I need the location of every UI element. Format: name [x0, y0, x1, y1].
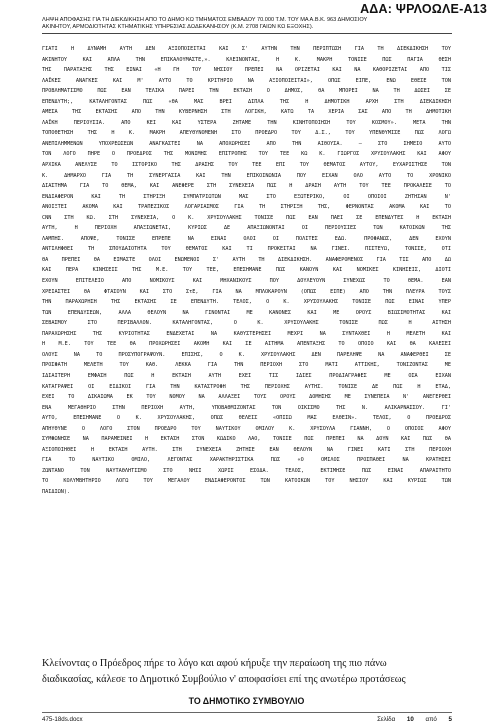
- footer-pagination: [367, 716, 452, 723]
- of-label: από: [425, 716, 437, 723]
- document-header: [42, 17, 452, 34]
- body-line: Η Μ.Ε. ΤΟΥ ΤΕΕ ΘΑ ΠΡΟΧΩΡΗΣΕΙ ΑΚΟΜΗ ΚΑΙ ΣΕ ΑΙΤΗΜΑ ΑΠΕΝΤΑΞΗΣ ΤΟ ΟΠΟΙΟ ΚΑΙ ΘΑ ΚΑΛΕΣΕΙ: [42, 341, 451, 348]
- body-line: ΓΙΑΤΙ Η ΔΥΝΑΜΗ ΑΥΤΗ ΔΕΝ ΑΞΙΟΠΟΙΕΙΤΑΙ ΚΑΙ Σ' ΑΥΤΗΝ ΤΗΝ ΠΕΡΙΠΤΩΣΗ ΓΙΑ ΤΗ ΔΙΕΚΔΙΚΗΣΗ ΤΟΥ: [42, 46, 451, 52]
- body-line: CNN ΣΤΗ ΚΩ. ΣΤΗ ΣΥΝΕΧΕΙΑ, Ο Κ. ΧΡΥΣΟΥΛΑΚΗΣ ΤΟΝΙΣΕ ΠΩΣ ΕΑΝ ΠΑΕΙ ΣΕ ΕΠΕΝΔΥΤΕΣ Η ΕΚΤΑΣΗ: [42, 214, 451, 221]
- footer-filename: 475-18ds.docx: [42, 716, 83, 723]
- body-line: ΕΝΑ ΜΕΓΑΘΗΡΙΟ ΣΤΗΝ ΠΕΡΙΟΧΗ ΑΥΤΗ, ΥΠΟΒΑΘΜΙΖΟΝΤΑΣ ΤΟΝ ΟΙΚΙΣΜΟ ΤΗΣ Ν. ΑΛΙΚΑΡΝΑΣΣΟΥ. ΓΙ': [42, 404, 451, 411]
- body-line: Κ. ΔΗΜΑΡΧΟ ΓΙΑ ΤΗ ΣΥΝΕΡΓΑΣΙΑ ΚΑΙ ΤΗΝ ΕΠΙΚΟΙΝΩΝΙΑ ΠΟΥ ΕΙΧΑΝ ΟΛΟ ΑΥΤΟ ΤΟ ΧΡΟΝΙΚΟ: [42, 172, 451, 179]
- body-line: ΠΑΙΔΙΩΝ).: [42, 488, 71, 495]
- body-line: ΠΑΡΑΧΩΡΗΣΗΣ ΤΗΣ ΚΥΡΙΟΤΗΤΑΣ ΕΝΔΕΧΕΤΑΙ ΝΑ ΚΑΘΥΣΤΕΡΗΣΕΙ ΜΕΧΡΙ ΝΑ ΣΥΝΤΑΧΘΕΙ Η ΜΕΛΕΤΗ ΚΑΙ: [42, 330, 451, 337]
- page-footer: [42, 712, 452, 725]
- body-line: ΕΧΕΙ ΤΟ ΔΙΚΑΙΩΜΑ ΕΚ ΤΟΥ ΝΟΜΟΥ ΝΑ ΑΛΛΑΞΕΙ ΤΟΥΣ ΟΡΟΥΣ ΔΟΜΗΣΗΣ ΜΕ ΣΥΝΕΠΕΙΑ Ν' ΑΝΕΓΕΡΘΕΙ: [42, 394, 451, 401]
- body-line: ΠΡΟΣΦΑΤΗ ΜΕΛΕΤΗ ΤΟΥ ΚΑΘ. ΛΕΚΚΑ ΓΙΑ ΤΗΝ ΠΕΡΙΟΧΗ ΣΤΟ ΜΑΤΙ ΑΤΤΙΚΗΣ, ΤΟΝΙΖΟΝΤΑΣ ΜΕ: [42, 362, 451, 369]
- body-line: ΛΑΜΠΗΣ. ΑΠΟΨΕ, ΤΟΝΙΣΕ ΕΠΡΕΠΕ ΝΑ ΕΙΝΑΙ ΟΛΟΙ ΟΙ ΠΟΛΙΤΕΣ ΕΔΩ. ΠΡΟΦΑΝΩΣ, ΔΕΝ ΕΧΟΥΝ: [42, 235, 451, 242]
- body-line: ΘΑ ΠΡΕΠΕΙ ΘΑ ΕΙΜΑΣΤΕ ΟΛΟΙ ΕΝΩΜΕΝΟΙ Σ' ΑΥΤΗ ΤΗ ΔΙΕΚΔΙΚΗΣΗ. ΑΝΑΦΕΡΟΜΕΝΟΣ ΓΙΑ ΤΙΣ ΑΠΟ ΔΩ: [42, 256, 451, 263]
- body-line: ΚΑΤΑΓΡΑΨΕΙ ΟΙ ΕΙΔΙΚΟΙ ΓΙΑ ΤΗΝ ΚΑΤΑΣΤΡΟΦΗ ΤΗΣ ΠΕΡΙΟΧΗΣ ΑΥΤΗΣ. ΤΟΝΙΣΕ ΔΕ ΠΩΣ Η ΕΤΑΔ,: [42, 383, 451, 390]
- header-line: ΑΚΙΝΗΤΟΥ, ΑΡΜΟΔΙΟΤΗΤΑΣ ΚΤΗΜΑΤΙΚΗΣ ΥΠΗΡΕΣΙΑΣ ΔΩΔΕΚΑΝΗΣΟΥ (Κ.Μ. 2708 ΓΑΙΩΝ ΚΩ ΕΞΟΧΗΣ).: [42, 24, 314, 31]
- body-line: ΓΙΑ ΤΟ ΝΑΥΤΙΚΟ ΟΜΙΛΟ, ΛΕΓΟΝΤΑΣ ΧΑΡΑΚΤΗΡΙΣΤΙΚΑ ΠΩΣ «Ο ΟΜΙΛΟΣ ΠΡΟΣΠΑΘΕΙ ΝΑ ΚΡΑΤΗΣΕΙ: [42, 457, 451, 464]
- minutes-body: [42, 44, 451, 498]
- body-line: ΑΥΤΟ, ΕΠΕΣΗΜΑΝΕ Ο Κ. ΧΡΥΣΟΥΛΑΚΗΣ, ΟΠΩΣ ΘΕΛΕΙΣ «ΟΠΙΣΩ ΜΑΣ ΕΛΘΕΙΝ». ΤΕΛΟΣ, Ο ΠΡΟΕΔΡΟΣ: [42, 415, 451, 422]
- body-line: ΑΥΤΗ, Η ΠΕΡΙΟΧΗ ΑΠΑΞΙΩΝΕΤΑΙ, ΚΥΡΙΩΣ ΔΕ ΑΠΑΞΙΩΝΟΝΤΑΙ ΟΙ ΠΕΡΙΟΥΣΙΕΣ ΤΩΝ ΚΑΤΟΙΚΩΝ ΤΗΣ: [42, 225, 451, 232]
- body-line: ΤΩΝ ΕΠΕΝΔΥΣΕΩΝ, ΑΛΛΑ ΘΕΛΟΥΝ ΝΑ ΓΙΝΟΝΤΑΙ ΜΕ ΚΑΝΟΝΕΣ ΚΑΙ ΜΕ ΟΡΟΥΣ ΒΙΩΣΙΜΟΤΗΤΑΣ ΚΑΙ: [42, 309, 451, 316]
- body-line: ΠΡΟΒΛΗΜΑΤΙΣΜΟ ΠΩΣ ΕΑΝ ΤΕΛΙΚΑ ΠΑΡΕΙ ΤΗΝ ΕΚΤΑΣΗ Ο ΔΗΜΟΣ, ΘΑ ΜΠΟΡΕΙ ΝΑ ΤΗ ΔΩΣΕΙ ΣΕ: [42, 88, 451, 95]
- section-title: ΤΟ ΔΗΜΟΤΙΚΟ ΣΥΜΒΟΥΛΙΟ: [188, 696, 305, 706]
- body-line: ΛΑΪΚΗ ΠΕΡΙΟΥΣΙΑ. ΑΠΟ ΚΕΙ ΚΑΙ ΥΣΤΕΡΑ ΖΗΤΑΜΕ ΤΗΝ ΚΙΝΗΤΟΠΟΙΗΣΗ ΤΟΥ ΚΟΣΜΟΥ». ΜΕΤΑ ΤΗΝ: [42, 119, 451, 126]
- body-line: ΑΚΙΝΗΤΟΥ ΚΑΙ ΑΠΛΑ ΤΗΝ ΕΠΙΚΑΛΟΥΜΑΣΤΕ,». ΚΛΕΙΝΟΝΤΑΣ, Η Κ. ΜΑΚΡΗ ΤΟΝΙΣΕ ΠΩΣ ΠΑΓΙΑ ΘΕΣΗ: [42, 56, 451, 63]
- body-line: ΧΡΕΙΑΣΤΕΙ ΘΑ ΦΤΑΣΟΥΝ ΚΑΙ ΣΤΟ ΣτΕ, ΓΙΑ ΝΑ ΜΠΛΟΚΑΡΟΥΝ (ΟΠΩΣ ΕΙΠΕ) ΑΠΟ ΤΗΝ ΠΛΕΥΡΑ ΤΟΥΣ: [42, 288, 451, 295]
- body-line: ΖΩΝΤΑΝΟ ΤΟΝ ΝΑΥΤΑΘΛΗΤΙΣΜΟ ΣΤΟ ΝΗΣΙ ΧΩΡΙΣ ΕΣΟΔΑ. ΤΕΛΟΣ, ΕΚΤΙΜΗΣΕ ΠΩΣ ΕΙΝΑΙ ΑΠΑΡΑΙΤΗΤΟ: [42, 467, 451, 474]
- total-pages: 5: [448, 716, 452, 723]
- body-line: ΑΝΤΙΛΗΦΘΕΙ ΤΗ ΣΠΟΥΔΑΙΟΤΗΤΑ ΤΟΥ ΘΕΜΑΤΟΣ ΚΑΙ ΤΙ ΠΡΟΚΕΙΤΑΙ ΝΑ ΓΙΝΕΙ. ΠΙΣΤΕΥΩ, ΤΟΝΙΣΕ, ΟΤΙ: [42, 246, 451, 253]
- body-line: ΑΞΙΟΠΟΙΗΘΕΙ Η ΕΚΤΑΣΗ ΑΥΤΗ. ΣΤΗ ΣΥΝΕΧΕΙΑ ΖΗΤΗΣΕ ΕΑΝ ΘΕΛΟΥΝ ΝΑ ΓΙΝΕΙ ΚΑΤΙ ΣΤΗ ΠΕΡΙΟΧΗ: [42, 446, 451, 453]
- body-line: ΕΧΟΥΝ ΕΠΙΤΕΛΕΙΟ ΑΠΟ ΝΟΜΙΚΟΥΣ ΚΑΙ ΜΗΧΑΝΙΚΟΥΣ ΠΟΥ ΔΟΥΛΕΥΟΥΝ ΣΥΝΕΧΩΣ ΤΟ ΘΕΜΑ. ΕΑΝ: [42, 278, 451, 285]
- body-line: ΑΡΧΙΚΑ ΑΝΕΛΥΣΕ ΤΟ ΙΣΤΟΡΙΚΟ ΤΗΣ ΔΡΑΣΗΣ ΤΟΥ ΤΕΕ ΕΠΙ ΤΟΥ ΘΕΜΑΤΟΣ ΑΥΤΟΥ, ΕΥΧΑΡΙΣΤΗΣΕ ΤΟΝ: [42, 162, 451, 169]
- body-line: ΛΑΪΚΕΣ ΑΝΑΓΚΕΣ ΚΑΙ Μ' ΑΥΤΟ ΤΟ ΚΡΙΤΗΡΙΟ ΝΑ ΑΞΙΟΠΟΙΕΙΤΑΙ», ΟΠΩΣ ΕΙΠΕ, ΕΝΩ ΕΘΕΣΕ ΤΟΝ: [42, 77, 451, 84]
- body-line: ΤΟΠΟΘΕΤΗΣΗ ΤΗΣ Η Κ. ΜΑΚΡΗ ΑΠΕΥΘΥΝΟΜΕΝΗ ΣΤΟ ΠΡΟΕΔΡΟ ΤΟΥ Δ.Σ., ΤΟΥ ΥΠΕΝΘΥΜΙΣΕ ΠΩΣ ΛΟΓΩ: [42, 130, 451, 137]
- body-line: ΣΕΒΑΣΜΟΥ ΣΤΟ ΠΕΡΙΒΑΛΛΟΝ. ΚΑΤΑΛΗΓΟΝΤΑΣ, Ο Κ. ΧΡΥΣΟΥΛΑΚΗΣ ΤΟΝΙΣΕ ΠΩΣ Η ΑΙΤΗΣΗ: [42, 320, 451, 327]
- body-line: ΑΝΟΙΞΤΕΙ ΑΚΟΜΑ ΚΑΙ ΤΡΑΠΕΖΙΚΟΣ ΛΟΓΑΡΙΑΣΜΟΣ ΓΙΑ ΤΗ ΣΤΗΡΙΞΗ ΤΗΣ, ΦΕΡΝΟΝΤΑΣ ΑΚΟΜΑ ΚΑΙ ΤΟ: [42, 204, 451, 211]
- body-line: ΙΔΙΑΙΤΕΡΗ ΕΜΦΑΣΗ ΠΩΣ Η ΕΚΤΑΣΗ ΑΥΤΗ ΕΧΕΙ ΤΙΣ ΙΔΙΕΣ ΠΡΟΔΙΑΓΡΑΦΕΣ ΜΕ ΟΣΑ ΕΙΧΑΝ: [42, 372, 451, 379]
- body-line: ΑΝΕΠΙΛΗΜΜΕΝΩΝ ΥΠΟΧΡΕΩΣΕΩΝ ΑΝΑΓΚΑΣΤΕΙ ΝΑ ΑΠΟΧΩΡΗΣΕΙ ΑΠΟ ΤΗΝ ΑΙΘΟΥΣΑ. – ΣΤΟ ΣΗΜΕΙΟ ΑΥΤΟ: [42, 140, 451, 147]
- body-line: ΣΥΜΦΩΝΗΣΕ ΝΑ ΠΑΡΑΜΕΙΝΕΙ Η ΕΚΤΑΣΗ ΣΤΟΝ ΚΩΔΙΚΟ ΛΑΟ, ΤΟΝΙΣΕ ΠΩΣ ΠΡΕΠΕΙ ΝΑ ΔΟΥΝ ΚΑΙ ΠΩΣ ΘΑ: [42, 436, 451, 443]
- closing-paragraph-line: διαδικασίας, κάλεσε το Δημοτικό Συμβούλιο ν' αποφασίσει επί της ανωτέρω προτάσεως: [42, 674, 406, 685]
- body-line: ΔΙΑΣΤΗΜΑ ΓΙΑ ΤΟ ΘΕΜΑ, ΚΑΙ ΑΝΕΦΕΡΕ ΣΤΗ ΣΥΝΕΧΕΙΑ ΠΩΣ Η ΔΡΑΣΗ ΑΥΤΗ ΤΟΥ ΤΕΕ ΠΡΟΚΑΛΕΣΕ ΤΟ: [42, 183, 451, 190]
- ada-code: ΑΔΑ: ΨΡΛΟΩΛΕ-Α13: [360, 2, 487, 16]
- body-line: ΟΛΟΥΣ ΝΑ ΤΟ ΠΡΟΣΥΠΟΓΡΑΨΟΥΝ. ΕΠΙΣΗΣ, Ο Κ. ΧΡΥΣΟΥΛΑΚΗΣ ΔΕΝ ΠΑΡΕΛΗΨΕ ΝΑ ΑΝΑΦΕΡΘΕΙ ΣΕ: [42, 351, 451, 358]
- header-line: ΛΗΨΗ ΑΠΟΦΑΣΗΣ ΓΙΑ ΤΗ ΔΙΕΚΔΙΚΗΣΗ ΑΠΟ ΤΟ ΔΗΜΟ ΚΩ ΤΜΗΜΑΤΟΣ ΕΜΒΑΔΟΥ 70.000 Τ.Μ. ΤΟΥ ΜΑ Α.Β.Κ. 963 ΔΗΜΟΣΙΟΥ: [42, 17, 368, 23]
- body-line: ΕΝΔΙΑΦΕΡΟΝ ΚΑΙ ΤΗ ΣΤΗΡΙΞΗ ΣΥΜΠΑΤΡΙΩΤΩΝ ΜΑΣ ΣΤΟ ΕΞΩΤΕΡΙΚΟ, ΟΙ ΟΠΟΙΟΙ ΖΗΤΗΣΑΝ Ν': [42, 193, 451, 200]
- body-line: ΤΟΝ ΛΟΓΟ ΠΗΡΕ Ο ΠΡΟΕΔΡΟΣ ΤΗΣ ΜΟΝΙΜΗΣ ΕΠΙΤΡΟΠΗΣ ΤΟΥ ΤΕΕ ΚΩ Κ. ΓΙΩΡΓΟΣ ΧΡΥΣΟΥΛΑΚΗΣ ΚΑΙ ΑΦΟΥ: [42, 151, 451, 158]
- body-line: ΑΜΕΣΑ ΤΗΣ ΕΚΤΑΣΗΣ ΑΠΟ ΤΗΝ ΚΥΒΕΡΝΗΣΗ ΣΤΗ ΛΟΓΙΚΗ, ΚΑΤΩ ΤΑ ΧΕΡΙΑ ΣΑΣ ΑΠΟ ΤΗ ΔΗΜΟΤΙΚΗ: [42, 109, 451, 116]
- closing-paragraph-line: Κλείνοντας ο Πρόεδρος πήρε το λόγο και αφού κήρυξε την περαίωση της πιο πάνω: [42, 658, 387, 669]
- body-line: ΤΗΝ ΠΑΡΑΧΩΡΗΣΗ ΤΗΣ ΕΚΤΑΣΗΣ ΣΕ ΕΠΕΝΔΥΤΗ. ΤΕΛΟΣ, Ο Κ. ΧΡΥΣΟΥΛΑΚΗΣ ΤΟΝΙΣΕ ΠΩΣ ΕΙΝΑΙ ΥΠΕΡ: [42, 299, 451, 306]
- body-line: ΑΠΗΥΘΥΝΕ Ο ΛΟΓΟ ΣΤΟΝ ΠΡΟΕΔΡΟ ΤΟΥ ΝΑΥΤΙΚΟΥ ΟΜΙΛΟΥ Κ. ΧΡΥΣΟΥΛΑ ΓΙΑΝΝΗ, Ο ΟΠΟΙΟΣ ΑΦΟΥ: [42, 425, 451, 432]
- body-line: ΤΟ ΚΟΛΥΜΒΗΤΗΡΙΟ ΛΟΓΩ ΤΟΥ ΜΕΓΑΛΟΥ ΕΝΔΙΑΦΕΡΟΝΤΟΣ ΤΩΝ ΚΑΤΟΙΚΩΝ ΤΟΥ ΝΗΣΙΟΥ ΚΑΙ ΚΥΡΙΩΣ ΤΩΝ: [42, 478, 451, 485]
- page-number: 10: [406, 716, 414, 723]
- body-line: ΕΠΕΝΔΥΤΗ;, ΚΑΤΑΛΗΓΟΝΤΑΣ ΠΩΣ «ΘΑ ΜΑΣ ΒΡΕΙ ΔΙΠΛΑ ΤΗΣ Η ΔΗΜΟΤΙΚΗ ΑΡΧΗ ΣΤΗ ΔΙΕΚΔΙΚΗΣΗ: [42, 98, 451, 105]
- page-label: Σελίδα: [377, 716, 396, 723]
- body-line: ΤΗΣ ΠΑΡΑΤΑΞΗΣ ΤΗΣ ΕΙΝΑΙ «Η ΓΗ ΤΟΥ ΝΗΣΙΟΥ ΠΡΕΠΕΙ ΝΑ ΟΡΙΖΕΤΑΙ ΚΑΙ ΝΑ ΚΑΘΟΡΙΖΕΤΑΙ ΑΠΟ ΤΙΣ: [42, 67, 451, 74]
- body-line: ΚΑΙ ΠΕΡΑ ΚΙΝΗΣΕΙΣ ΤΗΣ Μ.Ε. ΤΟΥ ΤΕΕ, ΕΠΕΣΗΜΑΝΕ ΠΩΣ ΚΑΝΟΥΝ ΚΑΙ ΝΟΜΙΚΕΣ ΚΙΝΗΣΕΙΣ, ΔΙΟΤΙ: [42, 267, 451, 274]
